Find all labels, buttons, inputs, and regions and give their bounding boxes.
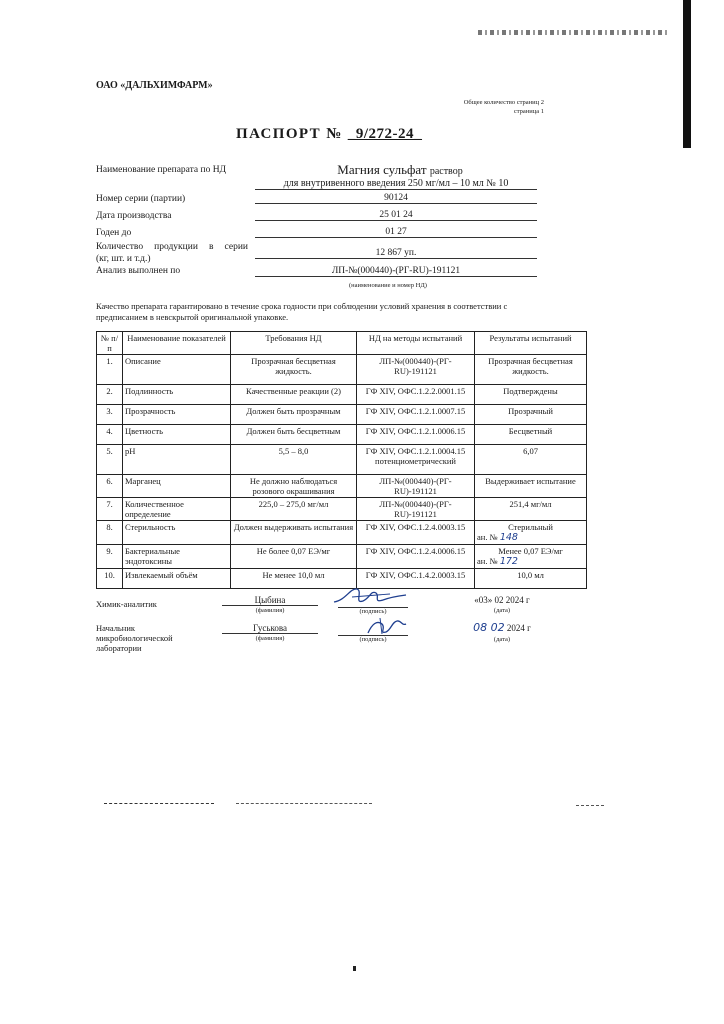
row-result: 10,0 мл: [475, 569, 587, 589]
page-info: [440, 98, 544, 116]
chemist-date-caption: (дата): [493, 607, 511, 614]
row-method: ГФ XIV, ОФС.1.2.1.0006.15: [357, 425, 475, 445]
table-row: [97, 545, 587, 569]
head-label-line2: микробиологической: [96, 633, 173, 643]
analysis-value: ЛП-№(000440)-(РГ-RU)-191121: [255, 266, 537, 277]
row-parameter: Описание: [123, 355, 231, 385]
row-number: 8.: [97, 521, 123, 545]
analysis-number: [477, 532, 584, 543]
chemist-signature-icon: [330, 582, 410, 608]
series-value: 90124: [255, 193, 537, 204]
scan-edge-bar: [683, 0, 691, 148]
scan-dash-line: [104, 803, 214, 804]
row-method: ГФ XIV, ОФС.1.4.2.0003.15: [357, 569, 475, 589]
row-parameter: Цветность: [123, 425, 231, 445]
product-form: для внутривенного введения 250 мг/мл – 10 мл № 10: [255, 178, 537, 190]
row-number: 3.: [97, 405, 123, 425]
test-results-table: [96, 331, 587, 589]
quantity-label: [96, 241, 248, 265]
row-requirement: Должен быть бесцветным: [231, 425, 357, 445]
row-method: ГФ XIV, ОФС.1.2.2.0001.15: [357, 385, 475, 405]
expiry-value: 01 27: [255, 227, 537, 238]
row-requirement: 5,5 – 8,0: [231, 445, 357, 475]
table-row: [97, 425, 587, 445]
chemist-signature-caption: (подпись): [359, 608, 387, 615]
quantity-value: 12 867 уп.: [255, 248, 537, 259]
table-row: [97, 521, 587, 545]
scan-dash-line: [576, 805, 604, 806]
scan-dash-line: [236, 803, 372, 804]
header-parameter: Наименование показателей: [123, 332, 231, 355]
row-number: 1.: [97, 355, 123, 385]
scan-speck: [353, 966, 356, 971]
row-result: Прозрачный: [475, 405, 587, 425]
production-date-value: 25 01 24: [255, 210, 537, 221]
chemist-date: «03» 02 2024 г: [474, 595, 530, 605]
table-row: [97, 498, 587, 521]
row-result: 6,07: [475, 445, 587, 475]
head-date-year: 2024 г: [506, 623, 531, 633]
row-parameter: Прозрачность: [123, 405, 231, 425]
row-parameter: Марганец: [123, 475, 231, 498]
row-requirement: Не должно наблюдаться розового окрашивания: [231, 475, 357, 498]
production-date-label: Дата производства: [96, 211, 172, 221]
row-requirement: Качественные реакции (2): [231, 385, 357, 405]
product-name-value: Магния сульфат: [337, 162, 427, 177]
table-row: [97, 445, 587, 475]
analysis-number-label: ан. №: [477, 532, 498, 542]
head-name-caption: (фамилия): [255, 635, 285, 642]
row-result: [475, 545, 587, 569]
head-date-caption: (дата): [493, 636, 511, 643]
row-parameter: Количественное определение: [123, 498, 231, 521]
head-date-handwritten: 08 02: [473, 621, 505, 634]
row-method: ЛП-№(000440)-(РГ-RU)-191121: [357, 475, 475, 498]
row-requirement: Не более 0,07 ЕЭ/мг: [231, 545, 357, 569]
row-parameter: Бактериальные эндотоксины: [123, 545, 231, 569]
row-result: Выдерживает испытание: [475, 475, 587, 498]
table-row: [97, 475, 587, 498]
row-result-text: Менее 0,07 ЕЭ/мг: [498, 546, 563, 556]
header-result: Результаты испытаний: [475, 332, 587, 355]
header-number: № п/п: [97, 332, 123, 355]
row-result: Прозрачная бесцветная жидкость.: [475, 355, 587, 385]
row-requirement: Должен быть прозрачным: [231, 405, 357, 425]
chemist-name: Цыбина: [222, 595, 318, 606]
title-prefix: ПАСПОРТ №: [236, 126, 343, 142]
row-method: ГФ XIV, ОФС.1.2.1.0004.15 потенциометрический: [357, 445, 475, 475]
chemist-name-caption: (фамилия): [255, 607, 285, 614]
row-result: Подтверждены: [475, 385, 587, 405]
row-parameter: Извлекаемый объём: [123, 569, 231, 589]
head-signature-caption: (подпись): [359, 636, 387, 643]
row-number: 7.: [97, 498, 123, 521]
row-result: 251,4 мг/мл: [475, 498, 587, 521]
row-result: Бесцветный: [475, 425, 587, 445]
handwritten-analysis-number: 148: [499, 532, 518, 543]
head-label: [96, 623, 173, 653]
product-name-suffix: раствор: [429, 166, 463, 177]
analysis-number-label: ан. №: [477, 556, 498, 566]
table-row: [97, 385, 587, 405]
quantity-label-line1: Количество продукции в серии: [96, 242, 248, 252]
analysis-label: Анализ выполнен по: [96, 266, 181, 276]
row-parameter: Стерильность: [123, 521, 231, 545]
row-number: 4.: [97, 425, 123, 445]
product-name: [300, 162, 500, 178]
head-label-line1: Начальник: [96, 623, 136, 633]
chemist-label: Химик-аналитик: [96, 599, 157, 609]
row-method: ГФ XIV, ОФС.1.2.4.0003.15: [357, 521, 475, 545]
header-method: НД на методы испытаний: [357, 332, 475, 355]
head-date: [452, 621, 552, 634]
row-requirement: Не менее 10,0 мл: [231, 569, 357, 589]
row-number: 10.: [97, 569, 123, 589]
handwritten-analysis-number: 172: [499, 556, 518, 567]
table-row: [97, 405, 587, 425]
row-number: 9.: [97, 545, 123, 569]
row-method: ЛП-№(000440)-(РГ-RU)-191121: [357, 355, 475, 385]
page-title: [236, 126, 422, 143]
analysis-number: [477, 556, 584, 567]
row-result-text: Стерильный: [508, 522, 553, 532]
row-method: ГФ XIV, ОФС.1.2.1.0007.15: [357, 405, 475, 425]
page-total: Общее количество страниц 2: [463, 99, 544, 106]
row-method: ЛП-№(000440)-(РГ-RU)-191121: [357, 498, 475, 521]
row-requirement: Должен выдерживать испытания: [231, 521, 357, 545]
row-number: 5.: [97, 445, 123, 475]
row-method: ГФ XIV, ОФС.1.2.4.0006.15: [357, 545, 475, 569]
row-requirement: 225,0 – 275,0 мг/мл: [231, 498, 357, 521]
row-parameter: pH: [123, 445, 231, 475]
expiry-label: Годен до: [96, 228, 132, 238]
quantity-label-line2: (кг, шт. и т.д.): [96, 254, 151, 264]
passport-number: _9/272-24_: [347, 126, 423, 142]
row-requirement: Прозрачная бесцветная жидкость.: [231, 355, 357, 385]
row-number: 6.: [97, 475, 123, 498]
table-header-row: [97, 332, 587, 355]
quality-statement: Качество препарата гарантировано в течение срока годности при соблюдении условий хранения в соответствии с предписанием в невскрытой оригинальной упаковке.: [96, 301, 508, 322]
table-row: [97, 355, 587, 385]
head-name: Гуськова: [222, 623, 318, 634]
header-requirement: Требования НД: [231, 332, 357, 355]
row-result: [475, 521, 587, 545]
row-number: 2.: [97, 385, 123, 405]
analysis-hint: (наименование и номер НД): [349, 282, 427, 289]
product-name-label: Наименование препарата по НД: [96, 165, 227, 175]
scan-artifact: [478, 30, 668, 35]
row-parameter: Подлинность: [123, 385, 231, 405]
company-name: ОАО «ДАЛЬХИМФАРМ»: [96, 80, 213, 91]
series-label: Номер серии (партии): [96, 194, 186, 204]
page-current: страница 1: [513, 108, 544, 115]
head-label-line3: лаборатории: [96, 643, 142, 653]
